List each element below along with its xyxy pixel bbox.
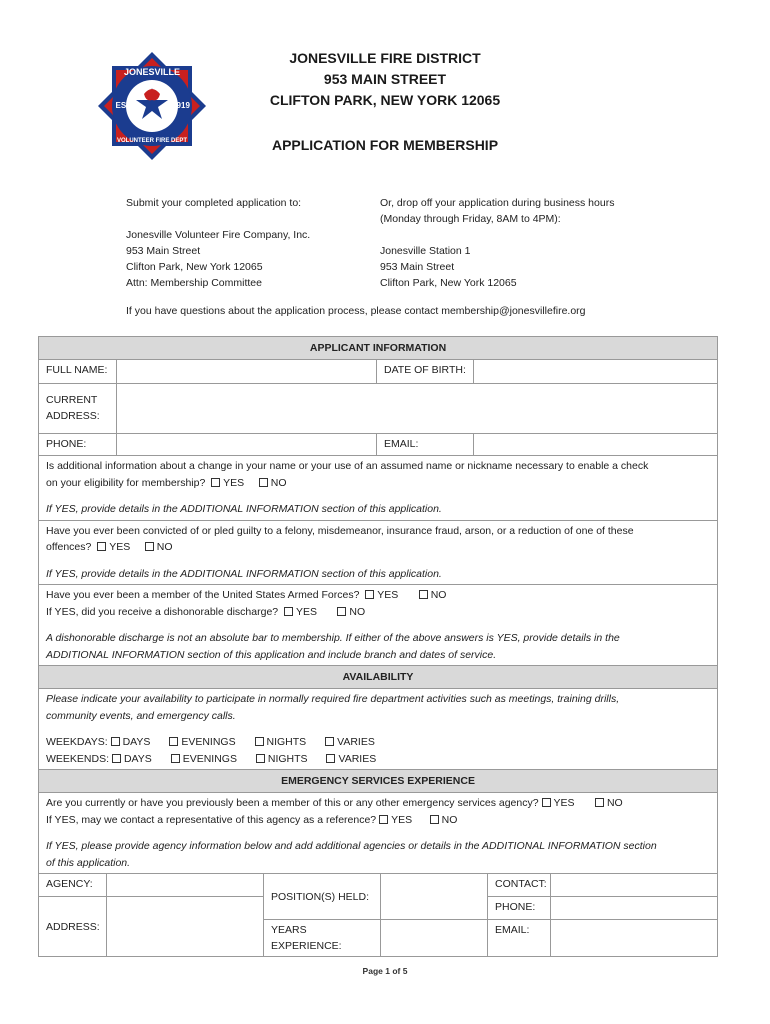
weekends-row: [46, 751, 710, 768]
applicant-section-title: APPLICANT INFORMATION: [39, 337, 718, 360]
exp-q2-yes-label: YES: [391, 813, 413, 826]
dob-label: DATE OF BIRTH:: [377, 360, 474, 384]
exp-q1-yes-label: YES: [553, 797, 575, 809]
q1-no-checkbox[interactable]: [259, 478, 268, 487]
org-address-block: [250, 48, 520, 111]
agency-address-field[interactable]: [107, 897, 264, 957]
availability-block: [39, 689, 718, 770]
q2-yes-checkbox[interactable]: [97, 542, 106, 551]
exp-q2-no-label: NO: [441, 813, 458, 826]
exp-q2-yes-checkbox[interactable]: [379, 815, 388, 824]
weekdays-varies-checkbox[interactable]: [325, 737, 334, 746]
q2-yes-label: YES: [109, 541, 131, 553]
q2-line-2: offences?: [46, 541, 92, 553]
mail-line-3: Clifton Park, New York 12065: [126, 261, 263, 273]
address-field[interactable]: [117, 384, 718, 434]
q4-no-checkbox[interactable]: [337, 607, 346, 616]
q1-note: If YES, provide details in the ADDITIONAL INFORMATION section of this application.: [46, 503, 442, 515]
q1-line-1: Is additional information about a change in your name or your use of an assumed name or nickname necessary to enable a check: [46, 460, 649, 472]
discharge-note-line-2: ADDITIONAL INFORMATION section of this application and include branch and dates of service.: [46, 648, 497, 661]
exp-q1-yes-checkbox[interactable]: [542, 798, 551, 807]
applicant-table: [38, 336, 718, 874]
mail-line-2: 953 Main Street: [126, 245, 201, 257]
weekdays-varies-label: VARIES: [337, 736, 375, 748]
full-name-field[interactable]: [117, 360, 377, 384]
contact-field[interactable]: [551, 874, 718, 897]
weekends-evenings-label: EVENINGS: [182, 752, 237, 765]
weekends-evenings-checkbox[interactable]: [171, 754, 180, 763]
logo-top-text: JONESVILLE: [123, 67, 181, 77]
discharge-note-line-1: A dishonorable discharge is not an absolute bar to membership. If either of the above answers is YES, provide details in the: [46, 632, 620, 644]
q3-no-label: NO: [430, 589, 447, 601]
logo-bottom-text: VOLUNTEER FIRE DEPT: [116, 138, 188, 144]
exp-q2-text: If YES, may we contact a representative of this agency as a reference?: [46, 813, 377, 826]
org-name: JONESVILLE FIRE DISTRICT: [289, 50, 481, 66]
mail-line-4: Attn: Membership Committee: [126, 277, 262, 289]
weekends-days-label: DAYS: [123, 752, 152, 765]
agency-field[interactable]: [107, 874, 264, 897]
weekdays-row: [46, 734, 710, 751]
years-field[interactable]: [381, 920, 488, 957]
agency-table: [38, 873, 718, 957]
experience-section-title: EMERGENCY SERVICES EXPERIENCE: [39, 770, 718, 793]
q2-no-checkbox[interactable]: [145, 542, 154, 551]
availability-intro-1: Please indicate your availability to participate in normally required fire department activities such as meetings, training drills,: [46, 693, 620, 705]
years-label: YEARS EXPERIENCE:: [264, 920, 381, 957]
exp-note-2: of this application.: [46, 856, 131, 869]
q1-yes-label: YES: [223, 476, 245, 489]
agency-label: AGENCY:: [39, 874, 107, 897]
weekdays-nights-label: NIGHTS: [266, 736, 307, 748]
military-question: [39, 585, 718, 666]
submit-heading: Submit your completed application to:: [126, 197, 302, 209]
address-label-line-2: ADDRESS:: [46, 410, 100, 422]
page-title: APPLICATION FOR MEMBERSHIP: [271, 137, 499, 153]
q4-no-label: NO: [349, 605, 366, 618]
dropoff-line-2: 953 Main Street: [380, 261, 455, 273]
weekends-varies-label: VARIES: [338, 752, 377, 765]
weekends-nights-checkbox[interactable]: [256, 754, 265, 763]
conviction-question: [39, 520, 718, 585]
q4-text: If YES, did you receive a dishonorable discharge?: [46, 605, 279, 618]
agency-phone-label: PHONE:: [488, 897, 551, 920]
logo-year-text: 1919: [172, 101, 190, 110]
availability-section-title: AVAILABILITY: [39, 666, 718, 689]
agency-email-label: EMAIL:: [488, 920, 551, 957]
q1-line-2: on your eligibility for membership?: [46, 476, 206, 489]
weekends-label: WEEKENDS:: [46, 752, 110, 765]
org-city: CLIFTON PARK, NEW YORK 12065: [269, 92, 501, 108]
positions-field[interactable]: [381, 874, 488, 920]
exp-q1-text: Are you currently or have you previously been a member of this or any other emergency services agency?: [46, 797, 539, 809]
phone-label: PHONE:: [39, 434, 117, 456]
availability-intro-2: community events, and emergency calls.: [46, 709, 236, 722]
q4-yes-checkbox[interactable]: [284, 607, 293, 616]
weekdays-evenings-checkbox[interactable]: [169, 737, 178, 746]
exp-q1-no-checkbox[interactable]: [595, 798, 604, 807]
q3-yes-label: YES: [377, 589, 399, 601]
q4-yes-label: YES: [295, 605, 317, 618]
agency-phone-field[interactable]: [551, 897, 718, 920]
email-field[interactable]: [474, 434, 718, 456]
dob-field[interactable]: [474, 360, 718, 384]
contact-info: If you have questions about the application process, please contact membership@jonesvillefire.org: [126, 305, 586, 317]
phone-field[interactable]: [117, 434, 377, 456]
email-label: EMAIL:: [377, 434, 474, 456]
submit-drop-off: [380, 195, 614, 291]
weekdays-days-checkbox[interactable]: [111, 737, 120, 746]
positions-label: POSITION(S) HELD:: [264, 874, 381, 920]
dropoff-heading-1: Or, drop off your application during business hours: [380, 197, 615, 209]
submit-by-mail: [126, 195, 310, 291]
q2-line-1: Have you ever been convicted of or pled guilty to a felony, misdemeanor, insurance fraud, arson, or a reduction of one of these: [46, 524, 634, 537]
q3-yes-checkbox[interactable]: [365, 590, 374, 599]
q1-no-label: NO: [270, 476, 287, 489]
q2-no-label: NO: [156, 541, 173, 553]
dropoff-line-1: Jonesville Station 1: [380, 245, 471, 257]
name-change-question: [39, 456, 718, 521]
org-street: 953 MAIN STREET: [323, 71, 447, 87]
q3-no-checkbox[interactable]: [419, 590, 428, 599]
address-label: [39, 384, 117, 434]
weekends-nights-label: NIGHTS: [267, 752, 308, 765]
exp-q2-no-checkbox[interactable]: [430, 815, 439, 824]
weekends-varies-checkbox[interactable]: [326, 754, 335, 763]
full-name-label: FULL NAME:: [39, 360, 117, 384]
application-form: [38, 336, 717, 957]
exp-q1-no-label: NO: [606, 797, 623, 809]
experience-questions: [39, 793, 718, 874]
q3-text: Have you ever been a member of the United States Armed Forces?: [46, 589, 360, 601]
agency-address-label: ADDRESS:: [39, 897, 107, 957]
address-label-line-1: CURRENT: [46, 394, 98, 406]
mail-line-1: Jonesville Volunteer Fire Company, Inc.: [126, 229, 311, 241]
dropoff-line-3: Clifton Park, New York 12065: [380, 277, 517, 289]
exp-note-1: If YES, please provide agency information below and add additional agencies or details in the ADDITIONAL INFORMATION section: [46, 840, 657, 852]
weekdays-label: WEEKDAYS:: [46, 736, 108, 748]
page-number: Page 1 of 5: [362, 966, 408, 976]
dropoff-heading-2: (Monday through Friday, 8AM to 4PM):: [380, 213, 561, 225]
weekdays-nights-checkbox[interactable]: [255, 737, 264, 746]
q1-yes-checkbox[interactable]: [211, 478, 220, 487]
fire-district-logo: [94, 48, 210, 164]
logo-est-text: EST.: [115, 101, 133, 110]
weekdays-evenings-label: EVENINGS: [181, 736, 236, 748]
weekends-days-checkbox[interactable]: [112, 754, 121, 763]
contact-label: CONTACT:: [488, 874, 551, 897]
q2-note: If YES, provide details in the ADDITIONAL INFORMATION section of this application.: [46, 567, 442, 580]
agency-email-field[interactable]: [551, 920, 718, 957]
weekdays-days-label: DAYS: [122, 736, 151, 748]
